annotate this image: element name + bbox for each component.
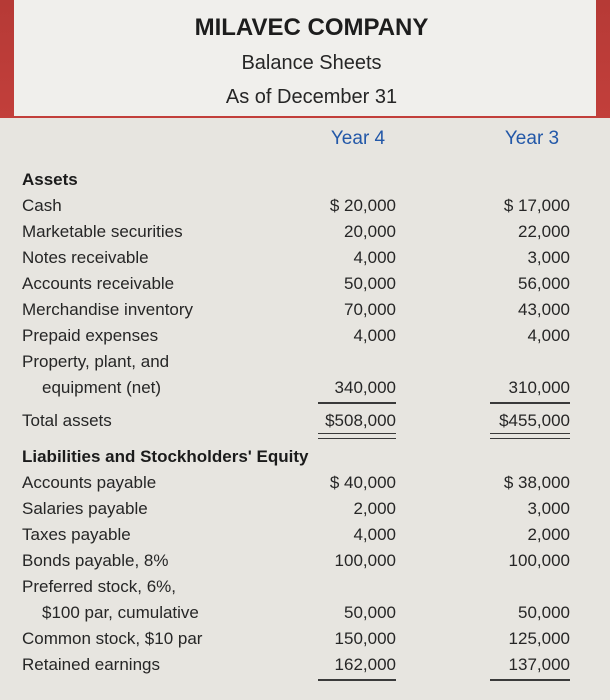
column-header-year4: Year 4 — [330, 128, 386, 149]
total-double-rule — [490, 433, 570, 439]
subtotal-rule — [490, 402, 570, 404]
subtotal-rule — [490, 679, 570, 681]
value-year4: $ 20,000 — [329, 196, 396, 215]
value-year4: 162,000 — [334, 655, 396, 674]
row-label: Cash — [22, 196, 62, 215]
row-label: Salaries payable — [22, 499, 148, 518]
value-year4: 100,000 — [334, 551, 396, 570]
row-label: Taxes payable — [22, 525, 131, 544]
row-label: Property, plant, and — [22, 352, 170, 371]
value-year4: 70,000 — [344, 300, 396, 319]
total-assets-label: Total assets — [22, 411, 112, 430]
value-year4: 20,000 — [344, 222, 396, 241]
subtotal-rule — [318, 402, 396, 404]
value-year3: 3,000 — [527, 248, 570, 267]
row-label: equipment (net) — [42, 378, 162, 397]
subtotal-rule — [318, 679, 396, 681]
value-year4: 50,000 — [344, 603, 396, 622]
row-label: $100 par, cumulative — [42, 603, 199, 622]
row-label: Accounts payable — [22, 473, 157, 492]
value-year4: 4,000 — [353, 248, 396, 267]
row-label: Common stock, $10 par — [22, 629, 203, 648]
value-year3: 100,000 — [508, 551, 570, 570]
row-label: Prepaid expenses — [22, 326, 159, 345]
row-label: Preferred stock, 6%, — [22, 577, 177, 596]
value-year4: 4,000 — [353, 326, 396, 345]
row-label: Accounts receivable — [22, 274, 175, 293]
value-year4: 4,000 — [353, 525, 396, 544]
value-year3: 43,000 — [518, 300, 570, 319]
row-label: Merchandise inventory — [22, 300, 194, 319]
statement-title: Balance Sheets — [241, 52, 382, 74]
value-year3: 137,000 — [508, 655, 570, 674]
value-year3: 22,000 — [518, 222, 570, 241]
assets-heading: Assets — [22, 170, 78, 189]
total-double-rule — [318, 433, 396, 439]
value-year4: 50,000 — [344, 274, 396, 293]
header-panel — [14, 0, 596, 116]
value-year4: 340,000 — [334, 378, 396, 397]
column-header-year3: Year 3 — [504, 128, 560, 149]
row-label: Notes receivable — [22, 248, 149, 267]
value-year3: 50,000 — [518, 603, 570, 622]
total-assets-year4: $508,000 — [325, 411, 396, 430]
liabilities-heading: Liabilities and Stockholders' Equity — [22, 447, 309, 466]
value-year4: $ 40,000 — [329, 473, 396, 492]
row-label: Marketable securities — [22, 222, 183, 241]
balance-table — [0, 118, 610, 700]
value-year3: 2,000 — [527, 525, 570, 544]
value-year3: 310,000 — [508, 378, 570, 397]
value-year3: $ 17,000 — [503, 196, 570, 215]
row-label: Bonds payable, 8% — [22, 551, 169, 570]
value-year3: 56,000 — [518, 274, 570, 293]
value-year3: $ 38,000 — [503, 473, 570, 492]
value-year3: 125,000 — [508, 629, 570, 648]
statement-date: As of December 31 — [225, 86, 398, 108]
value-year3: 3,000 — [527, 499, 570, 518]
value-year4: 2,000 — [353, 499, 396, 518]
value-year4: 150,000 — [334, 629, 396, 648]
value-year3: 4,000 — [527, 326, 570, 345]
total-assets-year3: $455,000 — [499, 411, 570, 430]
company-name: MILAVEC COMPANY — [194, 14, 429, 41]
row-label: Retained earnings — [22, 655, 160, 674]
